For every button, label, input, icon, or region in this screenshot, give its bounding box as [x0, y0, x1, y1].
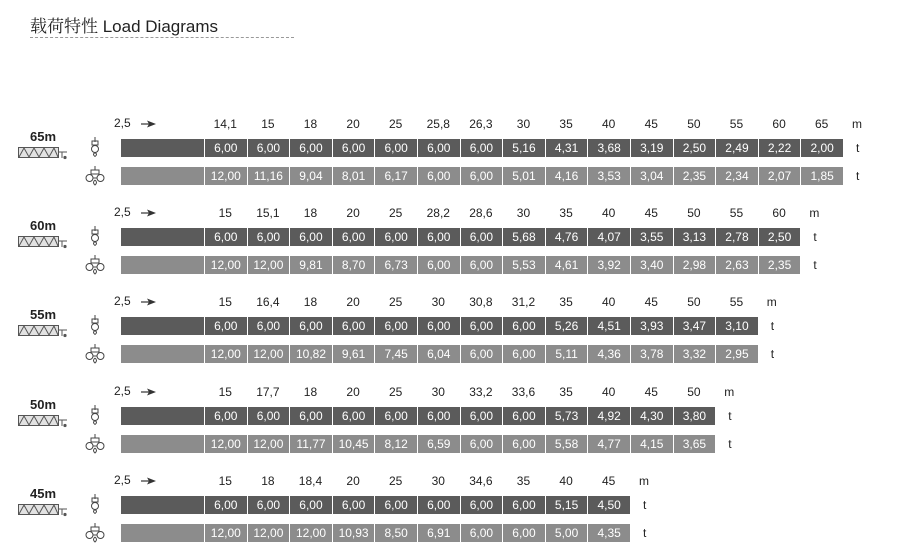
length-unit: m: [809, 206, 820, 220]
jib-icon: [18, 235, 68, 249]
radius-header: 25,8: [426, 117, 450, 131]
radius-header: 28,2: [426, 206, 450, 220]
load-value-cell: 8,12: [374, 435, 417, 453]
arrow-icon: [141, 388, 157, 396]
length-unit: m: [852, 117, 862, 131]
page-title: 载荷特性 Load Diagrams: [30, 17, 219, 36]
load-value-cell: 2,50: [673, 139, 716, 157]
load-value-cell: 6,17: [374, 167, 417, 185]
load-value-cell: 6,00: [460, 496, 503, 514]
load-value-cell: 6,00: [332, 496, 375, 514]
radius-header: 55: [729, 117, 744, 131]
radius-header: 30: [516, 206, 531, 220]
load-value-cell: 3,19: [630, 139, 673, 157]
single-fall-load-row: [121, 407, 715, 425]
radius-header: 20: [346, 474, 360, 488]
load-value-cell: 6,00: [204, 407, 247, 425]
radius-header: 15: [261, 117, 275, 131]
radius-header: 25: [389, 474, 403, 488]
min-radius-label: 2,5: [114, 473, 131, 487]
load-value-cell: 6,00: [460, 345, 503, 363]
double-fall-load-row: [121, 435, 715, 453]
load-value-cell: 6,00: [247, 407, 290, 425]
min-radius-label: 2,5: [114, 384, 131, 398]
load-value-cell: 5,00: [545, 524, 588, 542]
load-value-cell: 6,00: [204, 228, 247, 246]
load-value-cell: 4,50: [587, 496, 630, 514]
radius-header: 60: [772, 117, 786, 131]
load-value-cell: 4,51: [587, 317, 630, 335]
load-value-cell: 6,00: [460, 256, 503, 274]
radius-header: 45: [644, 385, 658, 399]
load-value-cell: 3,04: [630, 167, 673, 185]
load-value-cell: 2,50: [758, 228, 801, 246]
radius-header: 34,6: [469, 474, 493, 488]
single-hook-icon: [84, 494, 106, 514]
load-value-cell: 9,81: [289, 256, 332, 274]
radius-header: 33,2: [469, 385, 493, 399]
load-table-55m: [0, 290, 921, 380]
load-value-cell: 6,00: [374, 317, 417, 335]
weight-unit: t: [728, 437, 732, 451]
length-unit: m: [766, 295, 777, 309]
single-fall-load-row: [121, 139, 843, 157]
load-value-cell: 2,95: [715, 345, 758, 363]
load-value-cell: 10,82: [289, 345, 332, 363]
load-value-cell: 6,00: [417, 167, 460, 185]
load-value-cell: 4,35: [587, 524, 630, 542]
radius-header: 20: [346, 206, 360, 220]
weight-unit: t: [813, 258, 817, 272]
load-value-cell: 3,53: [587, 167, 630, 185]
boom-length-label: 55m: [30, 307, 57, 322]
radius-header: 45: [644, 206, 658, 220]
load-value-cell: 4,15: [630, 435, 673, 453]
load-value-cell: 5,58: [545, 435, 588, 453]
boom-length-label: 65m: [30, 129, 57, 144]
load-value-cell: 10,93: [332, 524, 375, 542]
load-value-cell: 6,00: [289, 139, 332, 157]
double-hook-icon: [84, 255, 106, 275]
load-value-cell: 3,92: [587, 256, 630, 274]
load-value-cell: 4,30: [630, 407, 673, 425]
load-value-cell: 4,61: [545, 256, 588, 274]
radius-header: 33,6: [511, 385, 536, 399]
load-value-cell: 10,45: [332, 435, 375, 453]
radius-header: 31,2: [511, 295, 536, 309]
double-hook-icon: [84, 166, 106, 186]
jib-icon: [18, 324, 68, 338]
arrow-icon: [141, 477, 157, 485]
single-hook-icon: [84, 226, 106, 246]
radius-header: 35: [516, 474, 531, 488]
load-value-cell: 6,00: [332, 407, 375, 425]
load-value-cell: 6,00: [417, 256, 460, 274]
double-fall-load-row: [121, 167, 843, 185]
radius-header: 25: [389, 117, 403, 131]
radius-header: 15,1: [256, 206, 280, 220]
load-value-cell: 6,00: [289, 407, 332, 425]
load-value-cell: 5,53: [502, 256, 545, 274]
load-value-cell: 7,45: [374, 345, 417, 363]
radius-header: 35: [559, 385, 573, 399]
load-value-cell: 2,34: [715, 167, 758, 185]
radius-header: 30: [431, 385, 445, 399]
radius-header: 25: [389, 295, 403, 309]
radius-header: 30,8: [469, 295, 493, 309]
radius-header: 26,3: [469, 117, 493, 131]
load-value-cell: 4,36: [587, 345, 630, 363]
radius-header: 25: [389, 385, 403, 399]
load-value-cell: 3,32: [673, 345, 716, 363]
radius-header: 15: [218, 474, 232, 488]
load-value-cell: 6,00: [460, 524, 503, 542]
load-value-cell: 3,13: [673, 228, 716, 246]
double-hook-icon: [84, 344, 106, 364]
arrow-icon: [141, 298, 157, 306]
load-value-cell: 4,76: [545, 228, 588, 246]
load-value-cell: 6,00: [460, 228, 503, 246]
radius-header: 35: [559, 206, 573, 220]
radius-header: 40: [559, 474, 573, 488]
load-value-cell: 12,00: [247, 345, 290, 363]
load-value-cell: 6,00: [289, 496, 332, 514]
single-hook-icon: [84, 137, 106, 157]
min-radius-label: 2,5: [114, 205, 131, 219]
load-value-cell: 6,00: [247, 228, 290, 246]
load-value-cell: 5,26: [545, 317, 588, 335]
load-value-cell: 2,63: [715, 256, 758, 274]
radius-header: 18: [261, 474, 275, 488]
weight-unit: t: [770, 319, 775, 333]
radius-header: 40: [602, 117, 616, 131]
radius-header: 15: [218, 206, 232, 220]
load-value-cell: 6,00: [332, 139, 375, 157]
radius-header: 15: [218, 295, 232, 309]
jib-icon: [18, 414, 68, 428]
load-value-cell: 2,00: [800, 139, 843, 157]
load-value-cell: 6,00: [289, 228, 332, 246]
load-value-cell: 12,00: [204, 435, 247, 453]
length-unit: m: [639, 474, 649, 488]
load-value-cell: 3,80: [673, 407, 716, 425]
load-value-cell: 3,65: [673, 435, 716, 453]
radius-header: 50: [687, 117, 701, 131]
radius-header: 20: [346, 385, 360, 399]
single-fall-load-row: [121, 496, 630, 514]
arrow-icon: [141, 209, 157, 217]
single-hook-icon: [84, 315, 106, 335]
load-value-cell: 5,73: [545, 407, 588, 425]
load-value-cell: 5,68: [502, 228, 545, 246]
radius-header: 20: [346, 117, 360, 131]
load-value-cell: 2,22: [758, 139, 801, 157]
load-value-cell: 12,00: [204, 256, 247, 274]
load-value-cell: 4,77: [587, 435, 630, 453]
load-value-cell: 6,04: [417, 345, 460, 363]
load-value-cell: 6,00: [460, 139, 503, 157]
single-fall-load-row: [121, 228, 800, 246]
radius-header: 16,4: [256, 295, 280, 309]
load-value-cell: 3,93: [630, 317, 673, 335]
load-value-cell: 6,00: [502, 345, 545, 363]
radius-header: 18: [303, 117, 318, 131]
double-fall-load-row: [121, 524, 630, 542]
boom-length-label: 60m: [30, 218, 57, 233]
load-value-cell: 5,01: [502, 167, 545, 185]
load-value-cell: 3,68: [587, 139, 630, 157]
radius-header: 45: [644, 117, 658, 131]
load-value-cell: 5,16: [502, 139, 545, 157]
load-value-cell: 11,16: [247, 167, 290, 185]
load-value-cell: 6,00: [332, 228, 375, 246]
boom-length-label: 45m: [30, 486, 57, 501]
title-underline: [30, 37, 294, 38]
load-value-cell: 6,00: [502, 496, 545, 514]
radius-header: 30: [516, 117, 531, 131]
load-value-cell: 2,07: [758, 167, 801, 185]
load-value-cell: 4,07: [587, 228, 630, 246]
load-value-cell: 6,00: [374, 407, 417, 425]
load-value-cell: 6,00: [502, 407, 545, 425]
radius-header: 28,6: [469, 206, 493, 220]
load-value-cell: 6,00: [332, 317, 375, 335]
load-value-cell: 6,00: [502, 435, 545, 453]
radius-header: 55: [729, 295, 744, 309]
arrow-icon: [141, 120, 157, 128]
load-value-cell: 6,00: [289, 317, 332, 335]
load-value-cell: 6,00: [204, 139, 247, 157]
jib-icon: [18, 503, 68, 517]
load-value-cell: 1,85: [800, 167, 843, 185]
single-fall-load-row: [121, 317, 758, 335]
load-table-65m: [0, 112, 921, 202]
radius-header: 55: [729, 206, 744, 220]
weight-unit: t: [643, 526, 647, 540]
load-value-cell: 6,00: [374, 496, 417, 514]
load-table-45m: [0, 469, 921, 559]
radius-header: 40: [602, 385, 616, 399]
single-hook-icon: [84, 405, 106, 425]
radius-header: 50: [687, 206, 701, 220]
radius-header: 18,4: [298, 474, 323, 488]
load-value-cell: 2,35: [758, 256, 801, 274]
load-value-cell: 3,47: [673, 317, 716, 335]
load-value-cell: 2,35: [673, 167, 716, 185]
load-value-cell: 4,16: [545, 167, 588, 185]
load-value-cell: 4,31: [545, 139, 588, 157]
load-value-cell: 12,00: [247, 524, 290, 542]
load-value-cell: 12,00: [204, 167, 247, 185]
radius-header: 14,1: [213, 117, 237, 131]
radius-header: 65: [815, 117, 829, 131]
load-value-cell: 5,11: [545, 345, 588, 363]
load-value-cell: 6,00: [502, 524, 545, 542]
load-value-cell: 6,00: [417, 496, 460, 514]
load-value-cell: 5,15: [545, 496, 588, 514]
load-value-cell: 6,00: [417, 407, 460, 425]
radius-header: 35: [559, 295, 573, 309]
load-value-cell: 11,77: [289, 435, 332, 453]
load-value-cell: 2,78: [715, 228, 758, 246]
load-value-cell: 8,50: [374, 524, 417, 542]
weight-unit: t: [643, 498, 647, 512]
boom-length-label: 50m: [30, 397, 57, 412]
load-value-cell: 6,00: [460, 435, 503, 453]
load-value-cell: 6,00: [374, 139, 417, 157]
load-value-cell: 6,59: [417, 435, 460, 453]
weight-unit: t: [770, 347, 775, 361]
load-value-cell: 6,00: [502, 317, 545, 335]
load-value-cell: 6,00: [417, 317, 460, 335]
load-value-cell: 6,00: [417, 139, 460, 157]
load-value-cell: 6,00: [204, 317, 247, 335]
radius-header: 15: [218, 385, 232, 399]
load-value-cell: 12,00: [247, 435, 290, 453]
load-value-cell: 12,00: [204, 345, 247, 363]
length-unit: m: [724, 385, 735, 399]
load-value-cell: 9,61: [332, 345, 375, 363]
weight-unit: t: [856, 169, 860, 183]
load-value-cell: 8,70: [332, 256, 375, 274]
weight-unit: t: [728, 409, 732, 423]
load-value-cell: 3,55: [630, 228, 673, 246]
jib-icon: [18, 146, 68, 160]
radius-header: 18: [303, 295, 318, 309]
min-radius-label: 2,5: [114, 116, 131, 130]
load-value-cell: 12,00: [247, 256, 290, 274]
load-value-cell: 3,78: [630, 345, 673, 363]
load-value-cell: 6,00: [417, 228, 460, 246]
load-value-cell: 6,91: [417, 524, 460, 542]
radius-header: 50: [687, 385, 701, 399]
load-value-cell: 4,92: [587, 407, 630, 425]
radius-header: 18: [303, 385, 318, 399]
weight-unit: t: [856, 141, 860, 155]
radius-header: 60: [772, 206, 786, 220]
min-radius-label: 2,5: [114, 294, 131, 308]
weight-unit: t: [813, 230, 817, 244]
radius-header: 25: [389, 206, 403, 220]
load-value-cell: 6,00: [460, 317, 503, 335]
load-value-cell: 2,98: [673, 256, 716, 274]
radius-header: 35: [559, 117, 573, 131]
load-value-cell: 9,04: [289, 167, 332, 185]
radius-header: 30: [431, 474, 445, 488]
radius-header: 45: [602, 474, 616, 488]
radius-header: 40: [602, 295, 616, 309]
radius-header: 30: [431, 295, 445, 309]
load-value-cell: 6,73: [374, 256, 417, 274]
load-value-cell: 6,00: [204, 496, 247, 514]
load-value-cell: 2,49: [715, 139, 758, 157]
double-hook-icon: [84, 523, 106, 543]
load-value-cell: 3,10: [715, 317, 758, 335]
load-value-cell: 6,00: [247, 317, 290, 335]
load-value-cell: 6,00: [247, 496, 290, 514]
load-value-cell: 6,00: [460, 167, 503, 185]
double-fall-load-row: [121, 256, 800, 274]
radius-header: 18: [303, 206, 318, 220]
load-value-cell: 6,00: [460, 407, 503, 425]
load-value-cell: 6,00: [247, 139, 290, 157]
double-fall-load-row: [121, 345, 758, 363]
load-value-cell: 12,00: [204, 524, 247, 542]
double-hook-icon: [84, 434, 106, 454]
load-value-cell: 3,40: [630, 256, 673, 274]
radius-header: 17,7: [256, 385, 280, 399]
radius-header: 40: [602, 206, 616, 220]
radius-header: 50: [687, 295, 701, 309]
load-value-cell: 12,00: [289, 524, 332, 542]
load-table-60m: [0, 201, 921, 291]
radius-header: 45: [644, 295, 658, 309]
radius-header: 20: [346, 295, 360, 309]
load-table-50m: [0, 380, 921, 470]
load-value-cell: 6,00: [374, 228, 417, 246]
load-value-cell: 8,01: [332, 167, 375, 185]
